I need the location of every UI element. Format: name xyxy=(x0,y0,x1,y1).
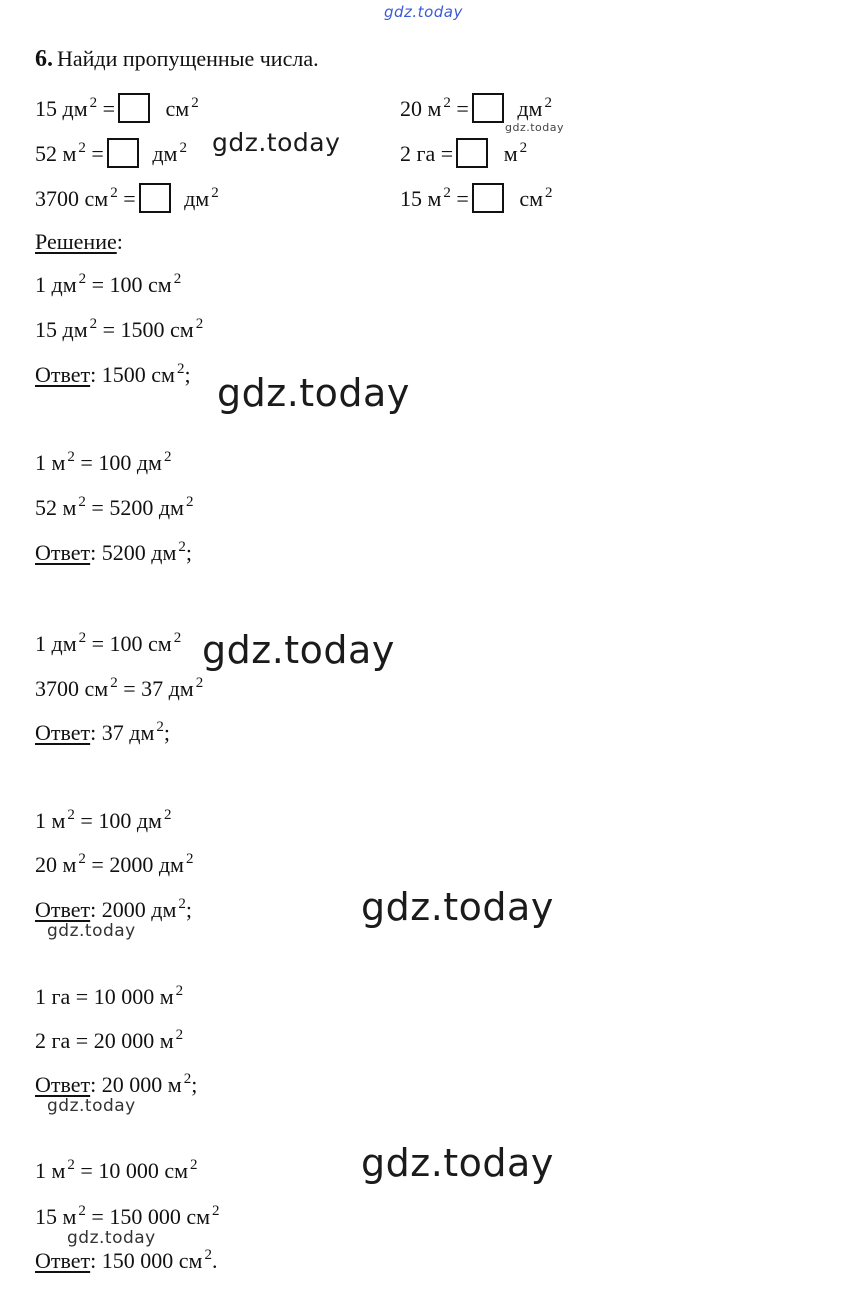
exercise-right-3: 15 м $^2$ = см $^2$ xyxy=(400,185,553,211)
watermark-small: gdz.today xyxy=(47,921,136,941)
answer-box[interactable] xyxy=(139,183,171,213)
solution-line: 1 га = 10 000 м $^2$ xyxy=(35,983,184,1009)
answer-box[interactable] xyxy=(472,183,504,213)
watermark-small: gdz.today xyxy=(47,1096,136,1116)
solution-line: 1 м $^2$ = 10 000 см $^2$ xyxy=(35,1157,198,1183)
answer-line: Ответ: 37 дм $^2$; xyxy=(35,719,170,745)
answer-line: Ответ: 2000 дм $^2$; xyxy=(35,896,192,922)
watermark-big: gdz.today xyxy=(361,885,554,929)
answer-line: Ответ: 1500 см $^2$; xyxy=(35,361,191,387)
answer-box[interactable] xyxy=(118,93,150,123)
solution-label: Решение: xyxy=(35,229,123,254)
answer-line: Ответ: 150 000 см $^2$. xyxy=(35,1247,218,1273)
watermark-big: gdz.today xyxy=(202,628,395,672)
watermark-big: gdz.today xyxy=(361,1141,554,1185)
solution-line: 1 м $^2$ = 100 дм $^2$ xyxy=(35,449,172,475)
answer-line: Ответ: 20 000 м $^2$; xyxy=(35,1071,198,1097)
exercise-left-3: 3700 см $^2$ = дм $^2$ xyxy=(35,185,219,211)
solution-line: 1 дм $^2$ = 100 см $^2$ xyxy=(35,271,182,297)
task-header xyxy=(35,46,319,73)
solution-line: 2 га = 20 000 м $^2$ xyxy=(35,1027,184,1053)
exercise-left-1: 15 дм $^2$ = см $^2$ xyxy=(35,95,199,121)
watermark-top: gdz.today xyxy=(384,3,463,21)
watermark-mid: gdz.today xyxy=(212,128,341,157)
solution-line: 15 дм $^2$ = 1500 см $^2$ xyxy=(35,316,204,342)
answer-box[interactable] xyxy=(456,138,488,168)
solution-line: 20 м $^2$ = 2000 дм $^2$ xyxy=(35,851,194,877)
solution-line: 1 м $^2$ = 100 дм $^2$ xyxy=(35,807,172,833)
watermark-small: gdz.today xyxy=(67,1228,156,1248)
solution-line: 3700 см $^2$ = 37 дм $^2$ xyxy=(35,675,204,701)
watermark-big: gdz.today xyxy=(217,371,410,415)
answer-box[interactable] xyxy=(107,138,139,168)
watermark-tiny: gdz.today xyxy=(505,121,565,134)
answer-box[interactable] xyxy=(472,93,504,123)
answer-line: Ответ: 5200 дм $^2$; xyxy=(35,539,192,565)
exercise-left-2: 52 м $^2$ = дм $^2$ xyxy=(35,140,187,166)
solution-line: 1 дм $^2$ = 100 см $^2$ xyxy=(35,630,182,656)
solution-line: 15 м $^2$ = 150 000 см $^2$ xyxy=(35,1203,220,1229)
exercise-right-1: 20 м $^2$ = дм $^2$ xyxy=(400,95,552,121)
task-text: Найди пропущенные числа. xyxy=(57,46,319,71)
solution-line: 52 м $^2$ = 5200 дм $^2$ xyxy=(35,494,194,520)
task-number: 6. xyxy=(35,46,53,72)
exercise-right-2: 2 га = м $^2$ xyxy=(400,140,528,166)
